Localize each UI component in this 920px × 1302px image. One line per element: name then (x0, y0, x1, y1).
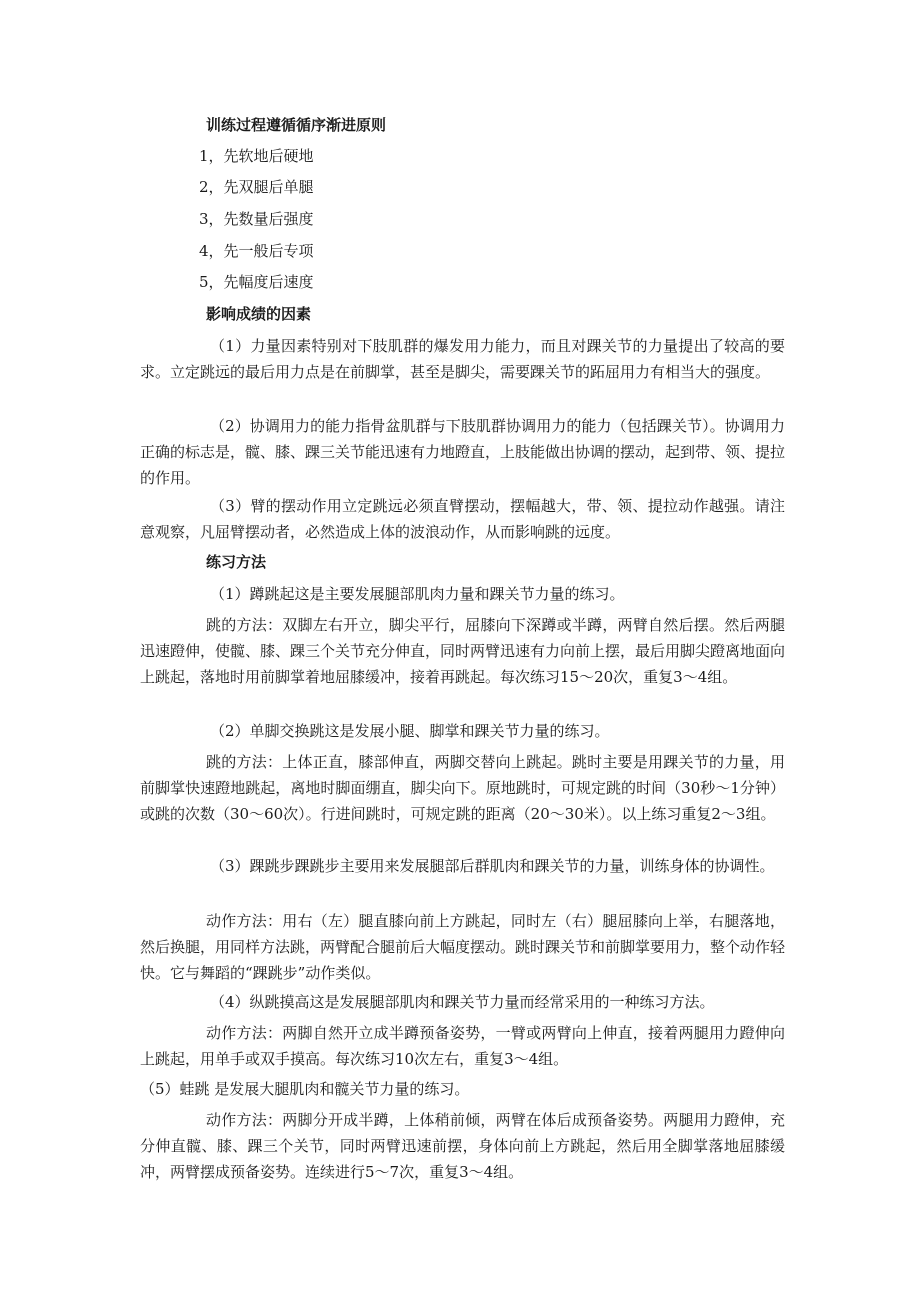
method-squat-jump-desc: 跳的方法：双脚左右开立，脚尖平行，屈膝向下深蹲或半蹲，两臂自然后摆。然后两腿迅速蹬伸，使髋、膝、踝三个关节充分伸直，同时两臂迅速有力向前上摆，最后用脚尖蹬离地面向上跳起，落地时用前脚掌着地屈膝缓冲，接着再跳起。每次练习15～20次，重复3～4组。 (140, 616, 786, 686)
method-single-leg-title: （2）单脚交换跳这是发展小腿、脚掌和踝关节力量的练习。 (210, 722, 610, 740)
factor-paragraph-3: （3）臂的摆动作用立定跳远必须直臂摆动，摆幅越大，带、领、提拉动作越强。请注意观察，凡屈臂摆动者，必然造成上体的波浪动作，从而影响跳的远度。 (140, 497, 785, 541)
factor-paragraph-1: （1）力量因素特别对下肢肌群的爆发用力能力，而且对踝关节的力量提出了较高的要求。立定跳远的最后用力点是在前脚掌，甚至是脚尖，需要踝关节的跖屈用力有相当大的强度。 (140, 337, 785, 381)
method-ankle-skip-desc: 动作方法：用右（左）腿直膝向前上方跳起，同时左（右）腿屈膝向上举，右腿落地，然后换腿，用同样方法跳，两臂配合腿前后大幅度摆动。跳时踝关节和前脚掌要用力，整个动作轻快。它与舞蹈的“踝跳步”动作类似。 (140, 912, 786, 982)
principle-item-2: 2，先双腿后单腿 (199, 178, 314, 196)
method-single-leg-desc: 跳的方法：上体正直，膝部伸直，两脚交替向上跳起。跳时主要是用踝关节的力量，用前脚掌快速蹬地跳起，离地时脚面绷直，脚尖向下。原地跳时，可规定跳的时间（30秒～1分钟）或跳的次数（30～60次）。行进间跳时，可规定跳的距离（20～30米）。以上练习重复2～3组。 (140, 753, 785, 823)
methods-title: 练习方法 (206, 553, 267, 571)
method-ankle-skip-title: （3）踝跳步踝跳步主要用来发展腿部后群肌肉和踝关节的力量，训练身体的协调性。 (210, 857, 775, 875)
principle-item-5: 5，先幅度后速度 (199, 273, 314, 291)
factor-paragraph-2: （2）协调用力的能力指骨盆肌群与下肢肌群协调用力的能力（包括踝关节）。协调用力正确的标志是，髋、膝、踝三关节能迅速有力地蹬直，上肢能做出协调的摆动，起到带、领、提拉的作用。 (140, 417, 786, 487)
principle-item-3: 3，先数量后强度 (199, 210, 314, 228)
principle-item-1: 1，先软地后硬地 (199, 147, 314, 165)
method-squat-jump-title: （1）蹲跳起这是主要发展腿部肌肉力量和踝关节力量的练习。 (210, 585, 625, 603)
method-vertical-jump-title: （4）纵跳摸高这是发展腿部肌肉和踝关节力量而经常采用的一种练习方法。 (210, 993, 715, 1011)
principle-item-4: 4，先一般后专项 (199, 242, 314, 260)
principles-title: 训练过程遵循循序渐进原则 (206, 116, 387, 134)
method-frog-jump-title: （5）蛙跳 是发展大腿肌肉和髋关节力量的练习。 (140, 1080, 470, 1098)
method-vertical-jump-desc: 动作方法：两脚自然开立成半蹲预备姿势，一臂或两臂向上伸直，接着两腿用力蹬伸向上跳起，用单手或双手摸高。每次练习10次左右，重复3～4组。 (140, 1024, 785, 1068)
method-frog-jump-desc: 动作方法：两脚分开成半蹲，上体稍前倾，两臂在体后成预备姿势。两腿用力蹬伸，充分伸直髋、膝、踝三个关节，同时两臂迅速前摆，身体向前上方跳起，然后用全脚掌落地屈膝缓冲，两臂摆成预备姿势。连续进行5～7次，重复3～4组。 (140, 1111, 785, 1181)
factors-title: 影响成绩的因素 (206, 305, 312, 323)
